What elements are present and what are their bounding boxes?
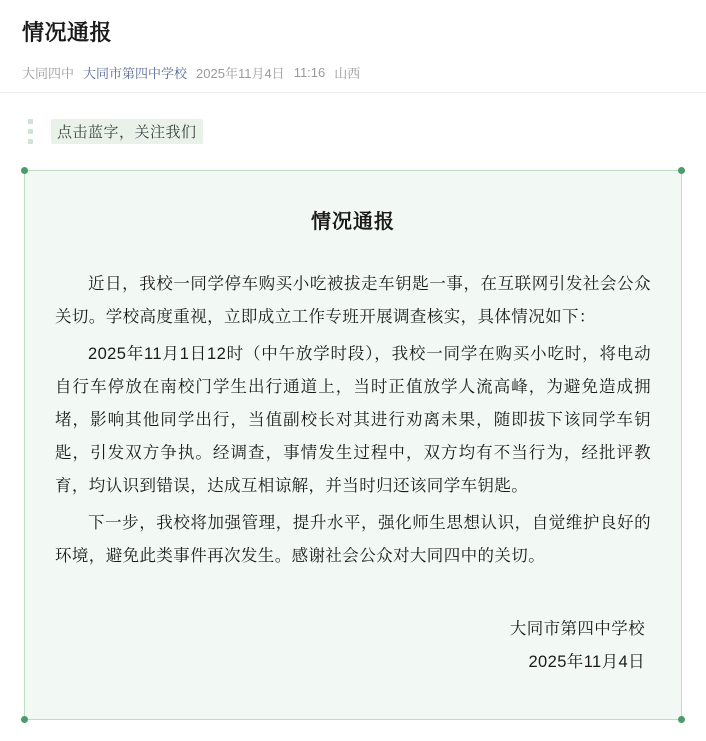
corner-dot-top-left-icon [21, 167, 28, 174]
notice-paragraph: 近日，我校一同学停车购买小吃被拔走车钥匙一事，在互联网引发社会公众关切。学校高度重视，立即成立工作专班开展调查核实，具体情况如下： [55, 274, 651, 326]
notice-signature [55, 613, 651, 679]
signature-organization: 大同市第四中学校 [509, 619, 645, 638]
notice-card [24, 170, 682, 720]
follow-prompt-text[interactable]: 点击蓝字，关注我们 [51, 119, 203, 144]
article-content [0, 93, 706, 720]
meta-publish-date: 2025年11月4日 [196, 65, 285, 81]
notice-paragraph: 2025年11月1日12时（中午放学时段），我校一同学在购买小吃时，将电动自行车停放在南校门学生出行通道上，当时正值放学人流高峰，为避免造成拥堵，影响其他同学出行，当值副校长对其进行劝离未果，随即拔下该同学车钥匙，引发双方争执。经调查，事情发生过程中，双方均有不当行为，经批评教育，均认识到错误，达成互相谅解，并当时归还该同学车钥匙。 [55, 344, 651, 495]
article-meta [22, 63, 684, 92]
notice-paragraph: 下一步，我校将加强管理，提升水平，强化师生思想认识，自觉维护良好的环境，避免此类事件再次发生。感谢社会公众对大同四中的关切。 [55, 513, 651, 565]
meta-biz-name[interactable]: 大同市第四中学校 [83, 65, 188, 81]
corner-dot-top-right-icon [678, 167, 685, 174]
meta-location: 山西 [334, 65, 361, 81]
corner-dot-bottom-left-icon [21, 716, 28, 723]
corner-dot-bottom-right-icon [678, 716, 685, 723]
meta-publish-time: 11:16 [293, 64, 326, 80]
notice-title: 情况通报 [311, 210, 395, 233]
follow-prompt-row[interactable] [22, 119, 684, 144]
page-title: 情况通报 [22, 20, 113, 45]
signature-date: 2025年11月4日 [528, 652, 645, 671]
decorative-dots-icon [28, 119, 33, 144]
meta-account-name: 大同四中 [22, 65, 75, 81]
article-header [0, 0, 706, 92]
